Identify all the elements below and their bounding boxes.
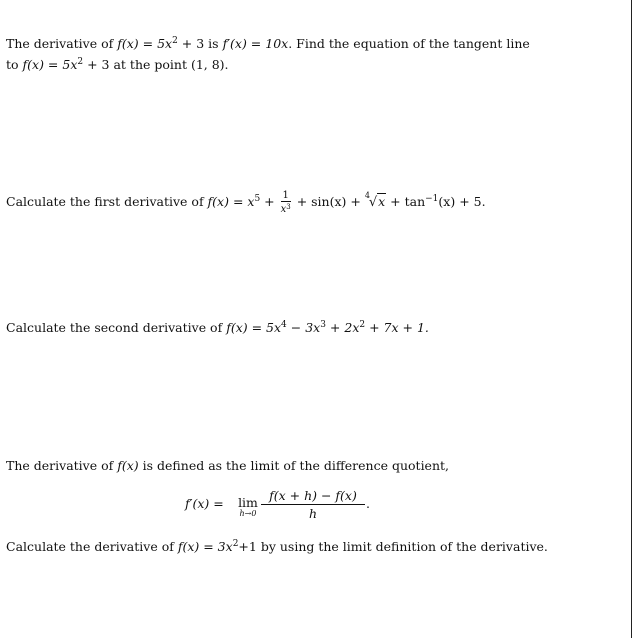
difference-quotient	[261, 488, 365, 523]
p1-text: to	[6, 57, 23, 72]
p3-function: f(x) = 5x	[226, 320, 282, 335]
p3-term: − 3x	[286, 320, 321, 335]
p4-function: f(x) = 3x	[177, 539, 233, 554]
p4-text: Calculate the derivative of	[6, 539, 178, 554]
p1-exponent: 2	[77, 57, 84, 67]
p3-term: + 2x	[325, 320, 360, 335]
difference-quotient-numerator: f(x + h) − f(x)	[261, 488, 365, 505]
problem-4-intro	[6, 457, 606, 475]
p1-function: f(x) = 5x	[117, 36, 173, 51]
equation-lhs: f′(x) =	[185, 496, 224, 511]
p2-text: Calculate the first derivative of	[6, 194, 208, 209]
p1-text: + 3 is	[177, 36, 223, 51]
p3-text: Calculate the second derivative of	[6, 320, 227, 335]
p2-fourth-root	[365, 193, 386, 212]
problem-1-line-1	[6, 32, 606, 53]
p2-text: + tan	[386, 194, 426, 209]
p4-text: is defined as the limit of the difference quotient,	[138, 458, 450, 473]
p3-term: + 7x + 1.	[365, 320, 429, 335]
p1-text: + 3 at the point (1, 8).	[83, 57, 229, 72]
p1-derivative: f′(x) = 10x	[222, 36, 289, 51]
p1-function: f(x) = 5x	[22, 57, 78, 72]
problem-2	[6, 190, 606, 215]
p2-fraction-denominator-exponent: 3	[286, 203, 291, 211]
p4-text: +1 by using the limit definition of the derivative.	[238, 539, 548, 554]
p3-exponent: 4	[281, 320, 287, 330]
p4-function: f(x)	[117, 458, 139, 473]
problem-3	[6, 316, 606, 337]
p3-exponent: 2	[359, 320, 366, 330]
p2-fraction-denominator	[281, 202, 291, 215]
limit-operator	[235, 496, 261, 518]
problem-1	[6, 32, 606, 74]
p4-exponent: 2	[232, 539, 239, 549]
equation-period: .	[366, 496, 370, 511]
p3-exponent: 3	[320, 320, 326, 330]
p2-text: (x) + 5.	[438, 194, 486, 209]
p4-text: The derivative of	[6, 458, 118, 473]
limit-subscript: h→0	[239, 509, 257, 518]
p2-root-sign: √	[368, 195, 378, 210]
p2-text: + sin(x) +	[292, 194, 365, 209]
p2-fraction	[281, 190, 291, 215]
p2-root-index: 4	[364, 191, 370, 200]
problem-4-question	[6, 535, 606, 556]
p2-fraction-numerator: 1	[282, 190, 289, 201]
p2-text: +	[260, 194, 279, 209]
p2-fraction-denominator-base: x	[280, 204, 287, 215]
p1-text: . Find the equation of the tangent line	[288, 36, 530, 51]
p2-root-argument: x	[378, 194, 386, 209]
p2-exponent: 5	[254, 194, 261, 204]
difference-quotient-denominator: h	[308, 506, 318, 521]
p2-function: f(x) = x	[207, 194, 255, 209]
p1-exponent: 2	[172, 36, 178, 46]
problem-1-line-2	[6, 53, 606, 74]
page-right-border	[631, 0, 632, 638]
p1-text: The derivative of	[6, 36, 118, 51]
limit-label: lim	[238, 495, 258, 510]
p2-inverse-exponent: −1	[425, 194, 439, 204]
